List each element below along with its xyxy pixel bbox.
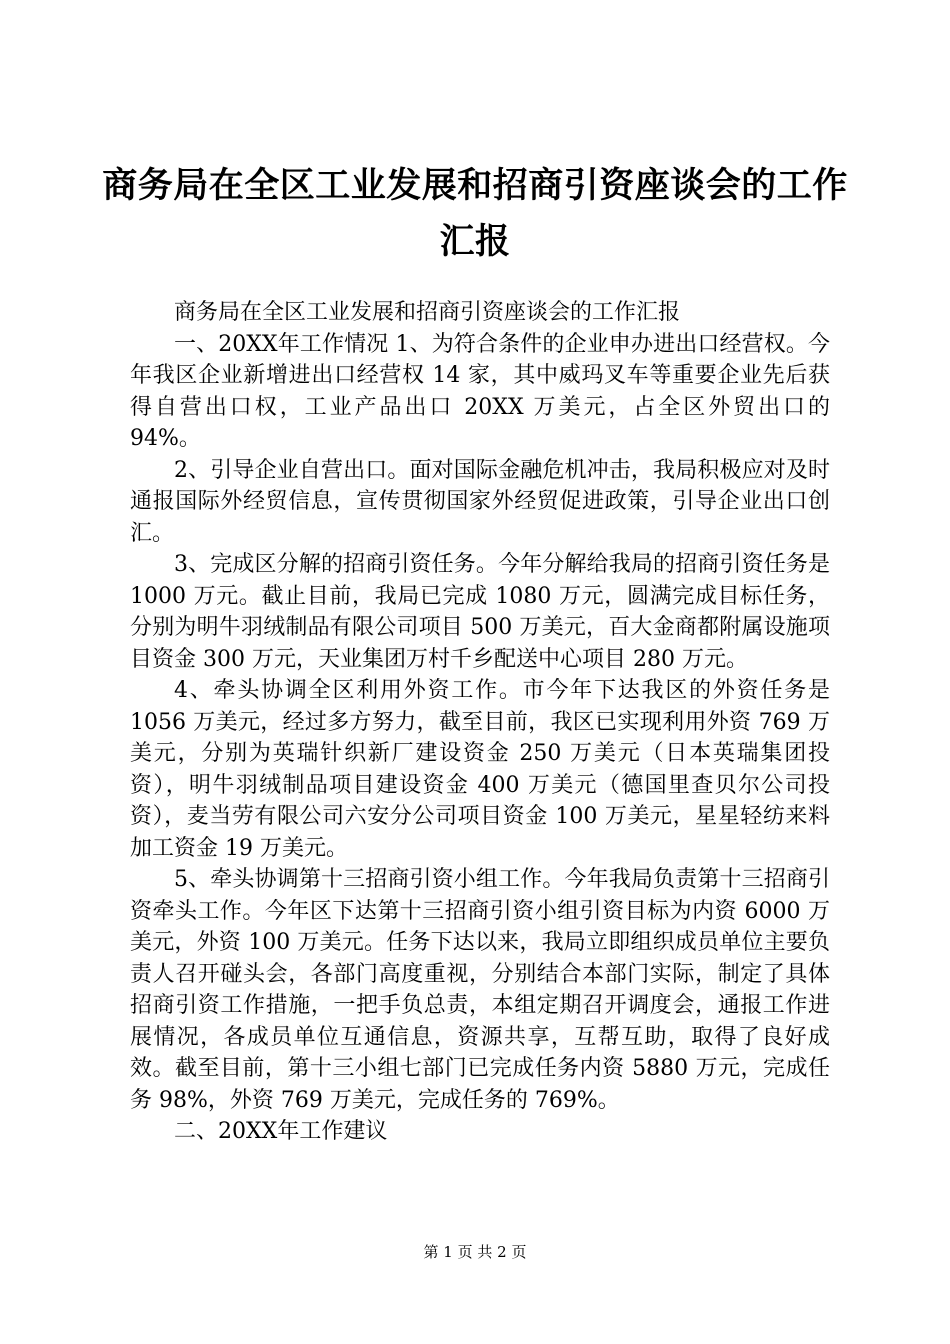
- document-body: [130, 297, 830, 1148]
- paragraph-item-2: 2、引导企业自营出口。面对国际金融危机冲击，我局积极应对及时通报国际外经贸信息，宣传贯彻国家外经贸促进政策，引导企业出口创汇。: [130, 457, 830, 546]
- paragraph-section-1: 一、20XX年工作情况 1、为符合条件的企业申办进出口经营权。今年我区企业新增进出口经营权 14 家，其中威玛叉车等重要企业先后获得自营出口权，工业产品出口 20XX 万美元，占全区外贸出口的 94%。: [130, 331, 830, 451]
- paragraph-subtitle: 商务局在全区工业发展和招商引资座谈会的工作汇报: [174, 300, 681, 325]
- paragraph-item-3: 3、完成区分解的招商引资任务。今年分解给我局的招商引资任务是 1000 万元。截止目前，我局已完成 1080 万元，圆满完成目标任务，分别为明牛羽绒制品有限公司项目 500 万美元，百大金商都附属设施项目资金 300 万元，天业集团万村千乡配送中心项目 280 万元。: [130, 552, 830, 672]
- paragraph-item-4: 4、牵头协调全区利用外资工作。市今年下达我区的外资任务是 1056 万美元，经过多方努力，截至目前，我区已实现利用外资 769 万美元，分别为英瑞针织新厂建设资金 250 万美元（日本英瑞集团投资），明牛羽绒制品项目建设资金 400 万美元（德国里查贝尔公司投资），麦当劳有限公司六安分公司项目资金 100 万美元，星星轻纺来料加工资金 19 万美元。: [130, 678, 830, 861]
- paragraph-section-2: 二、20XX年工作建议: [174, 1119, 388, 1144]
- paragraph-item-5: 5、牵头协调第十三招商引资小组工作。今年我局负责第十三招商引资牵头工作。今年区下达第十三招商引资小组引资目标为内资 6000 万美元，外资 100 万美元。任务下达以来，我局立即组织成员单位主要负责人召开碰头会，各部门高度重视，分别结合本部门实际，制定了具体招商引资工作措施，一把手负总责，本组定期召开调度会，通报工作进展情况，各成员单位互通信息，资源共享，互帮互助，取得了良好成效。截至目前，第十三小组七部门已完成任务内资 5880 万元，完成任务 98%，外资 769 万美元，完成任务的 769%。: [130, 867, 830, 1113]
- page-number: 第 1 页 共 2 页: [423, 1243, 527, 1261]
- document-title: 商务局在全区工业发展和招商引资座谈会的工作汇报: [102, 166, 848, 262]
